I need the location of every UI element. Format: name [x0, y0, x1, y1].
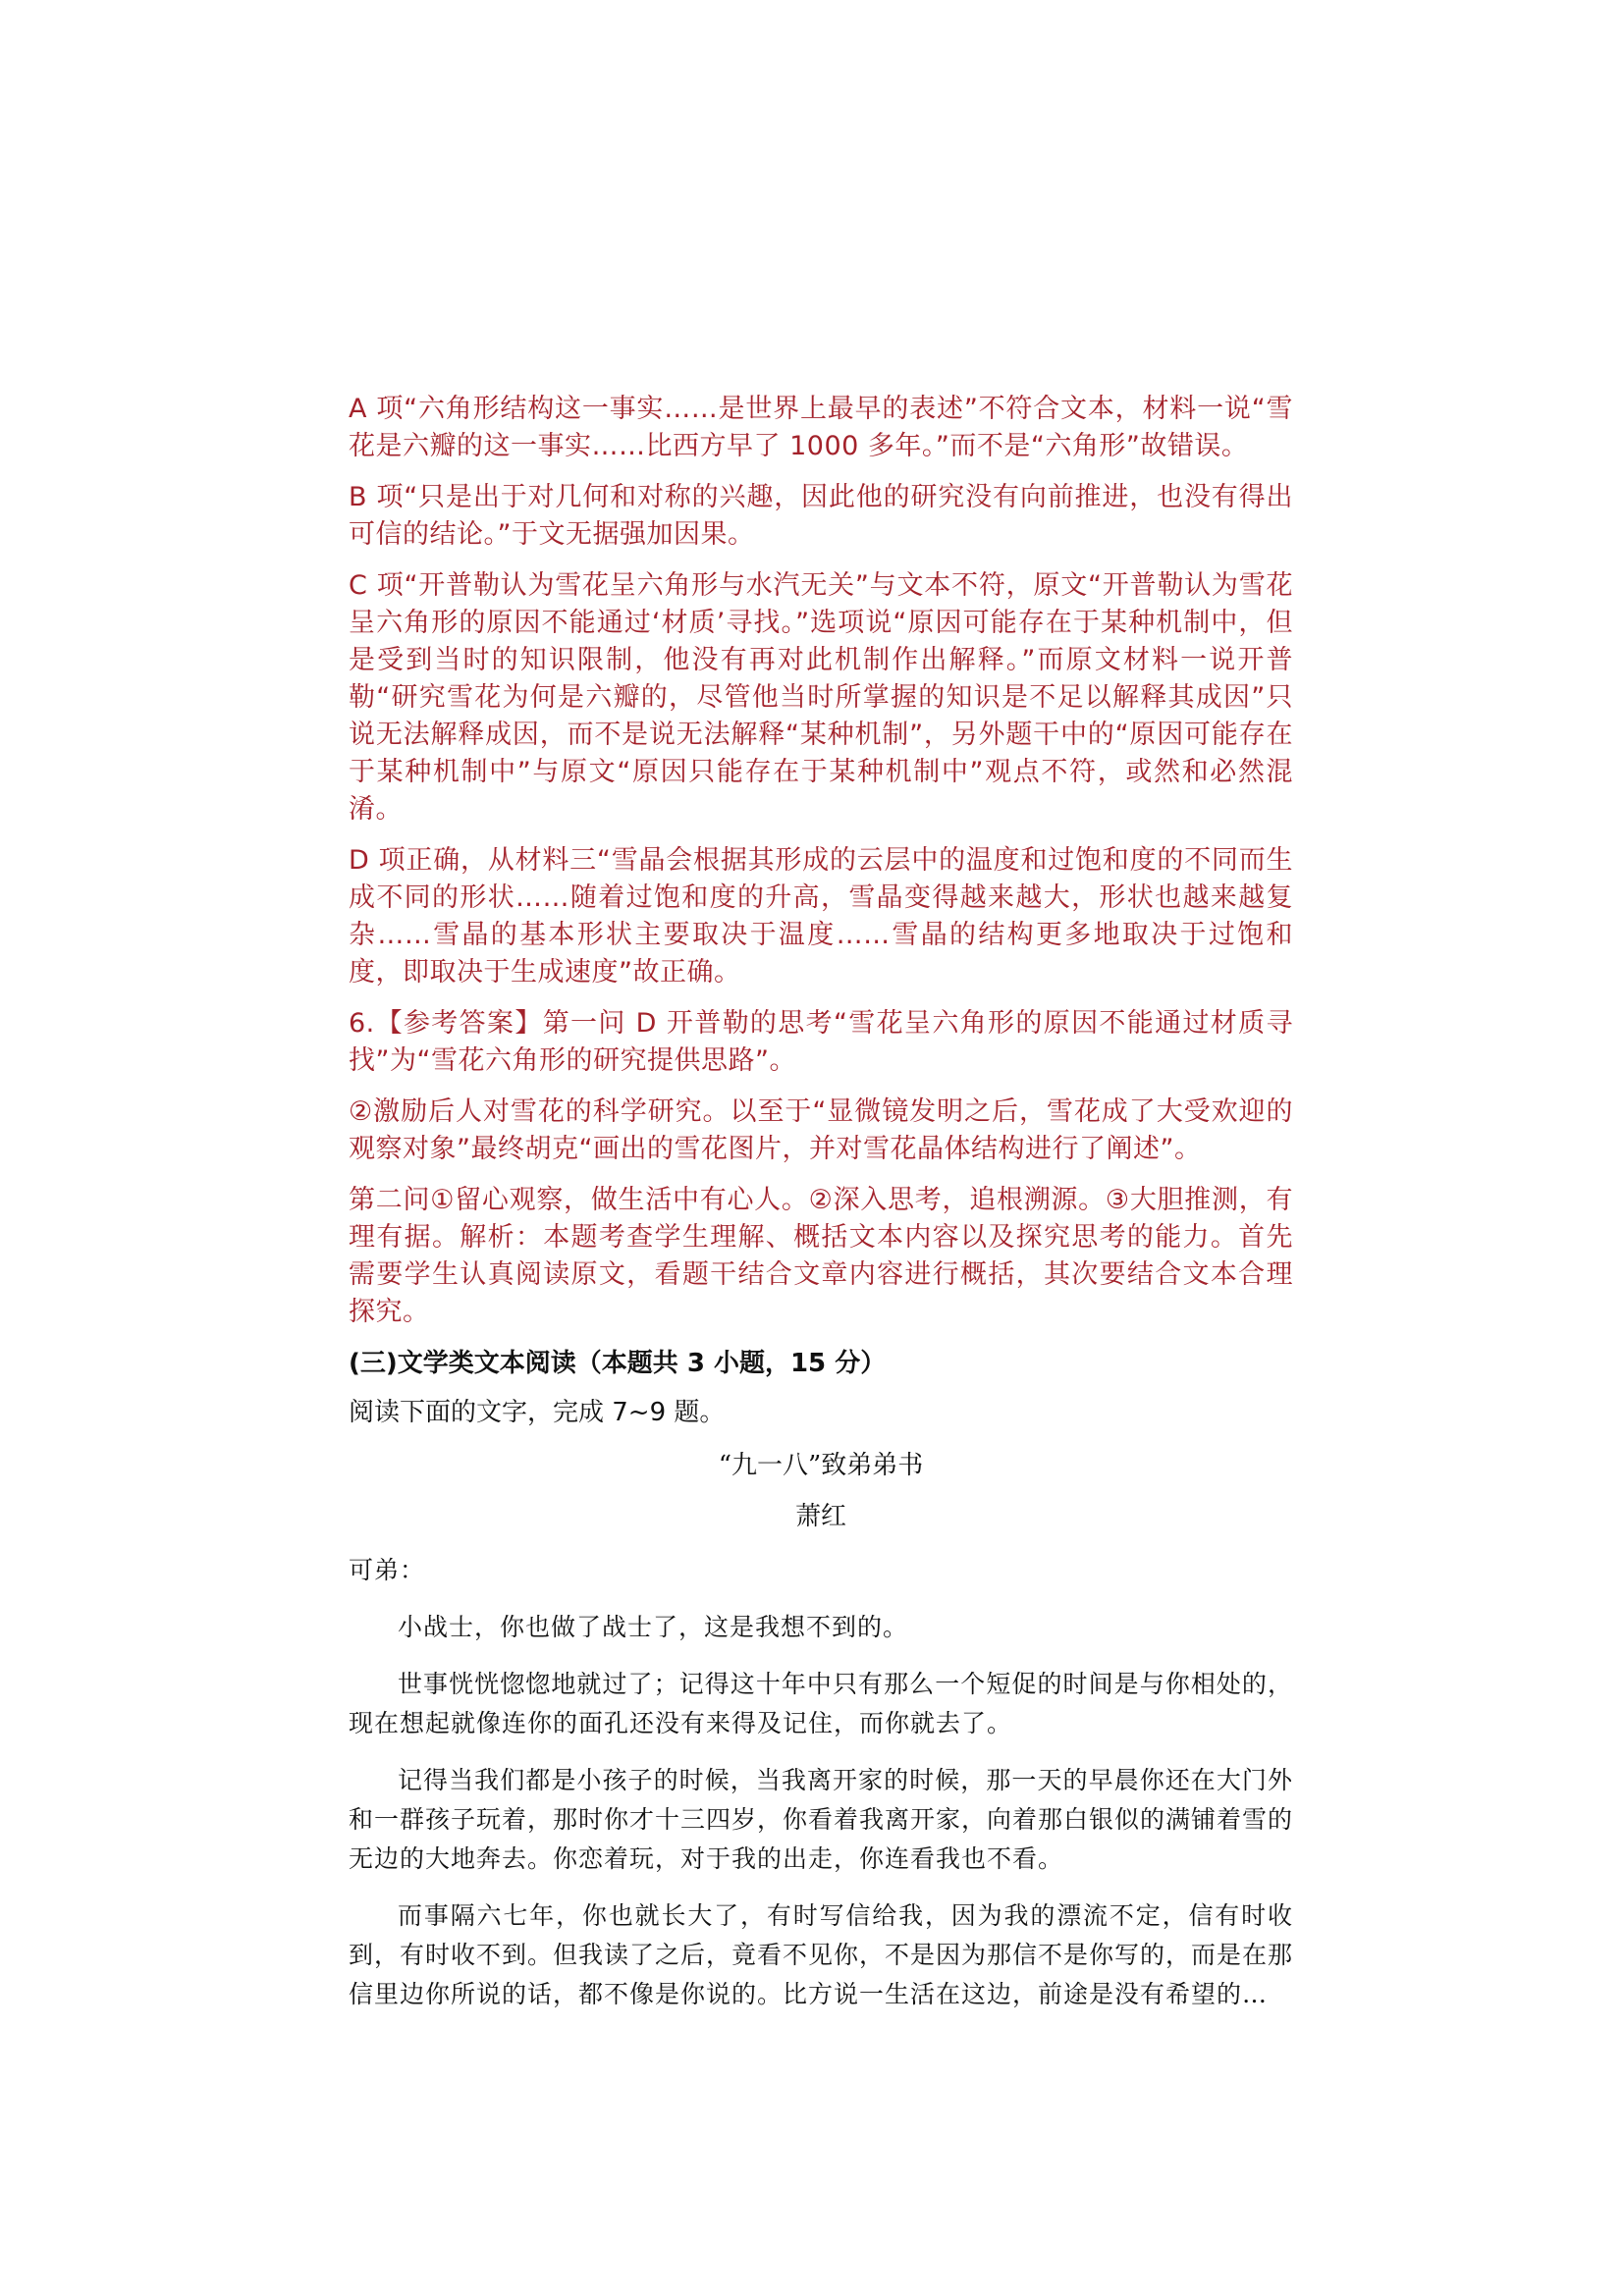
answer-option-d: D 项正确，从材料三“雪晶会根据其形成的云层中的温度和过饱和度的不同而生成不同的形状……随着过饱和度的升高，雪晶变得越来越大，形状也越来越复杂……雪晶的基本形状主要取决于温度……雪晶的结构更多地取决于过饱和度，即取决于生成速度”故正确。 — [349, 845, 1293, 988]
letter-paragraph: 记得当我们都是小孩子的时候，当我离开家的时候，那一天的早晨你还在大门外和一群孩子玩着，那时你才十三四岁，你看着我离开家，向着那白银似的满铺着雪的无边的大地奔去。你恋着玩，对于我的出走，你连看我也不看。 — [349, 1766, 1294, 1873]
answer-option-c: C 项“开普勒认为雪花呈六角形与水汽无关”与文本不符，原文“开普勒认为雪花呈六角形的原因不能通过‘材质’寻找。”选项说“原因可能存在于某种机制中，但是受到当时的知识限制，他没有再对此机制作出解释。”而原文材料一说开普勒“研究雪花为何是六瓣的，尽管他当时所掌握的知识是不足以解释其成因”只说无法解释成因，而不是说无法解释“某种机制”，另外题干中的“原因可能存在于某种机制中”与原文“原因只能存在于某种机制中”观点不符，或然和必然混淆。 — [349, 570, 1293, 825]
letter-paragraph: 而事隔六七年，你也就长大了，有时写信给我，因为我的漂流不定，信有时收到，有时收不到。但我读了之后，竟看不见你，不是因为那信不是你写的，而是在那信里边你所说的话，都不像是你说的。比方说一生活在这边，前途是没有希望的… — [349, 1901, 1294, 2008]
document-page — [349, 391, 1293, 2032]
section-instruction: 阅读下面的文字，完成 7~9 题。 — [349, 1398, 726, 1427]
answer-q6-part2: ②激励后人对雪花的科学研究。以至于“显微镜发明之后，雪花成了大受欢迎的观察对象”最终胡克“画出的雪花图片，并对雪花晶体结构进行了阐述”。 — [349, 1096, 1293, 1164]
letter-paragraph: 世事恍恍惚惚地就过了；记得这十年中只有那么一个短促的时间是与你相处的，现在想起就像连你的面孔还没有来得及记住，而你就去了。 — [349, 1670, 1293, 1737]
answer-q6-part3: 第二问①留心观察，做生活中有心人。②深入思考，追根溯源。③大胆推测，有理有据。解析：本题考查学生理解、概括文本内容以及探究思考的能力。首先需要学生认真阅读原文，看题干结合文章内容进行概括，其次要结合文本合理探究。 — [349, 1185, 1293, 1327]
answer-explanations — [349, 391, 1293, 1331]
letter-salutation: 可弟： — [349, 1556, 426, 1584]
article-title: “九一八”致弟弟书 — [718, 1451, 924, 1480]
letter-body — [349, 1551, 1293, 2014]
letter-paragraph: 小战士，你也做了战士了，这是我想不到的。 — [398, 1613, 909, 1641]
answer-q6-part1: 6.【参考答案】第一问 D 开普勒的思考“雪花呈六角形的原因不能通过材质寻找”为“雪花六角形的研究提供思路”。 — [349, 1008, 1293, 1076]
answer-option-a: A 项“六角形结构这一事实……是世界上最早的表述”不符合文本，材料一说“雪花是六瓣的这一事实……比西方早了 1000 多年。”而不是“六角形”故错误。 — [349, 394, 1293, 461]
article-author: 萧红 — [794, 1502, 846, 1531]
answer-option-b: B 项“只是出于对几何和对称的兴趣，因此他的研究没有向前推进，也没有得出可信的结论。”于文无据强加因果。 — [349, 482, 1293, 550]
section-heading: (三)文学类文本阅读（本题共 3 小题，15 分） — [349, 1349, 887, 1378]
